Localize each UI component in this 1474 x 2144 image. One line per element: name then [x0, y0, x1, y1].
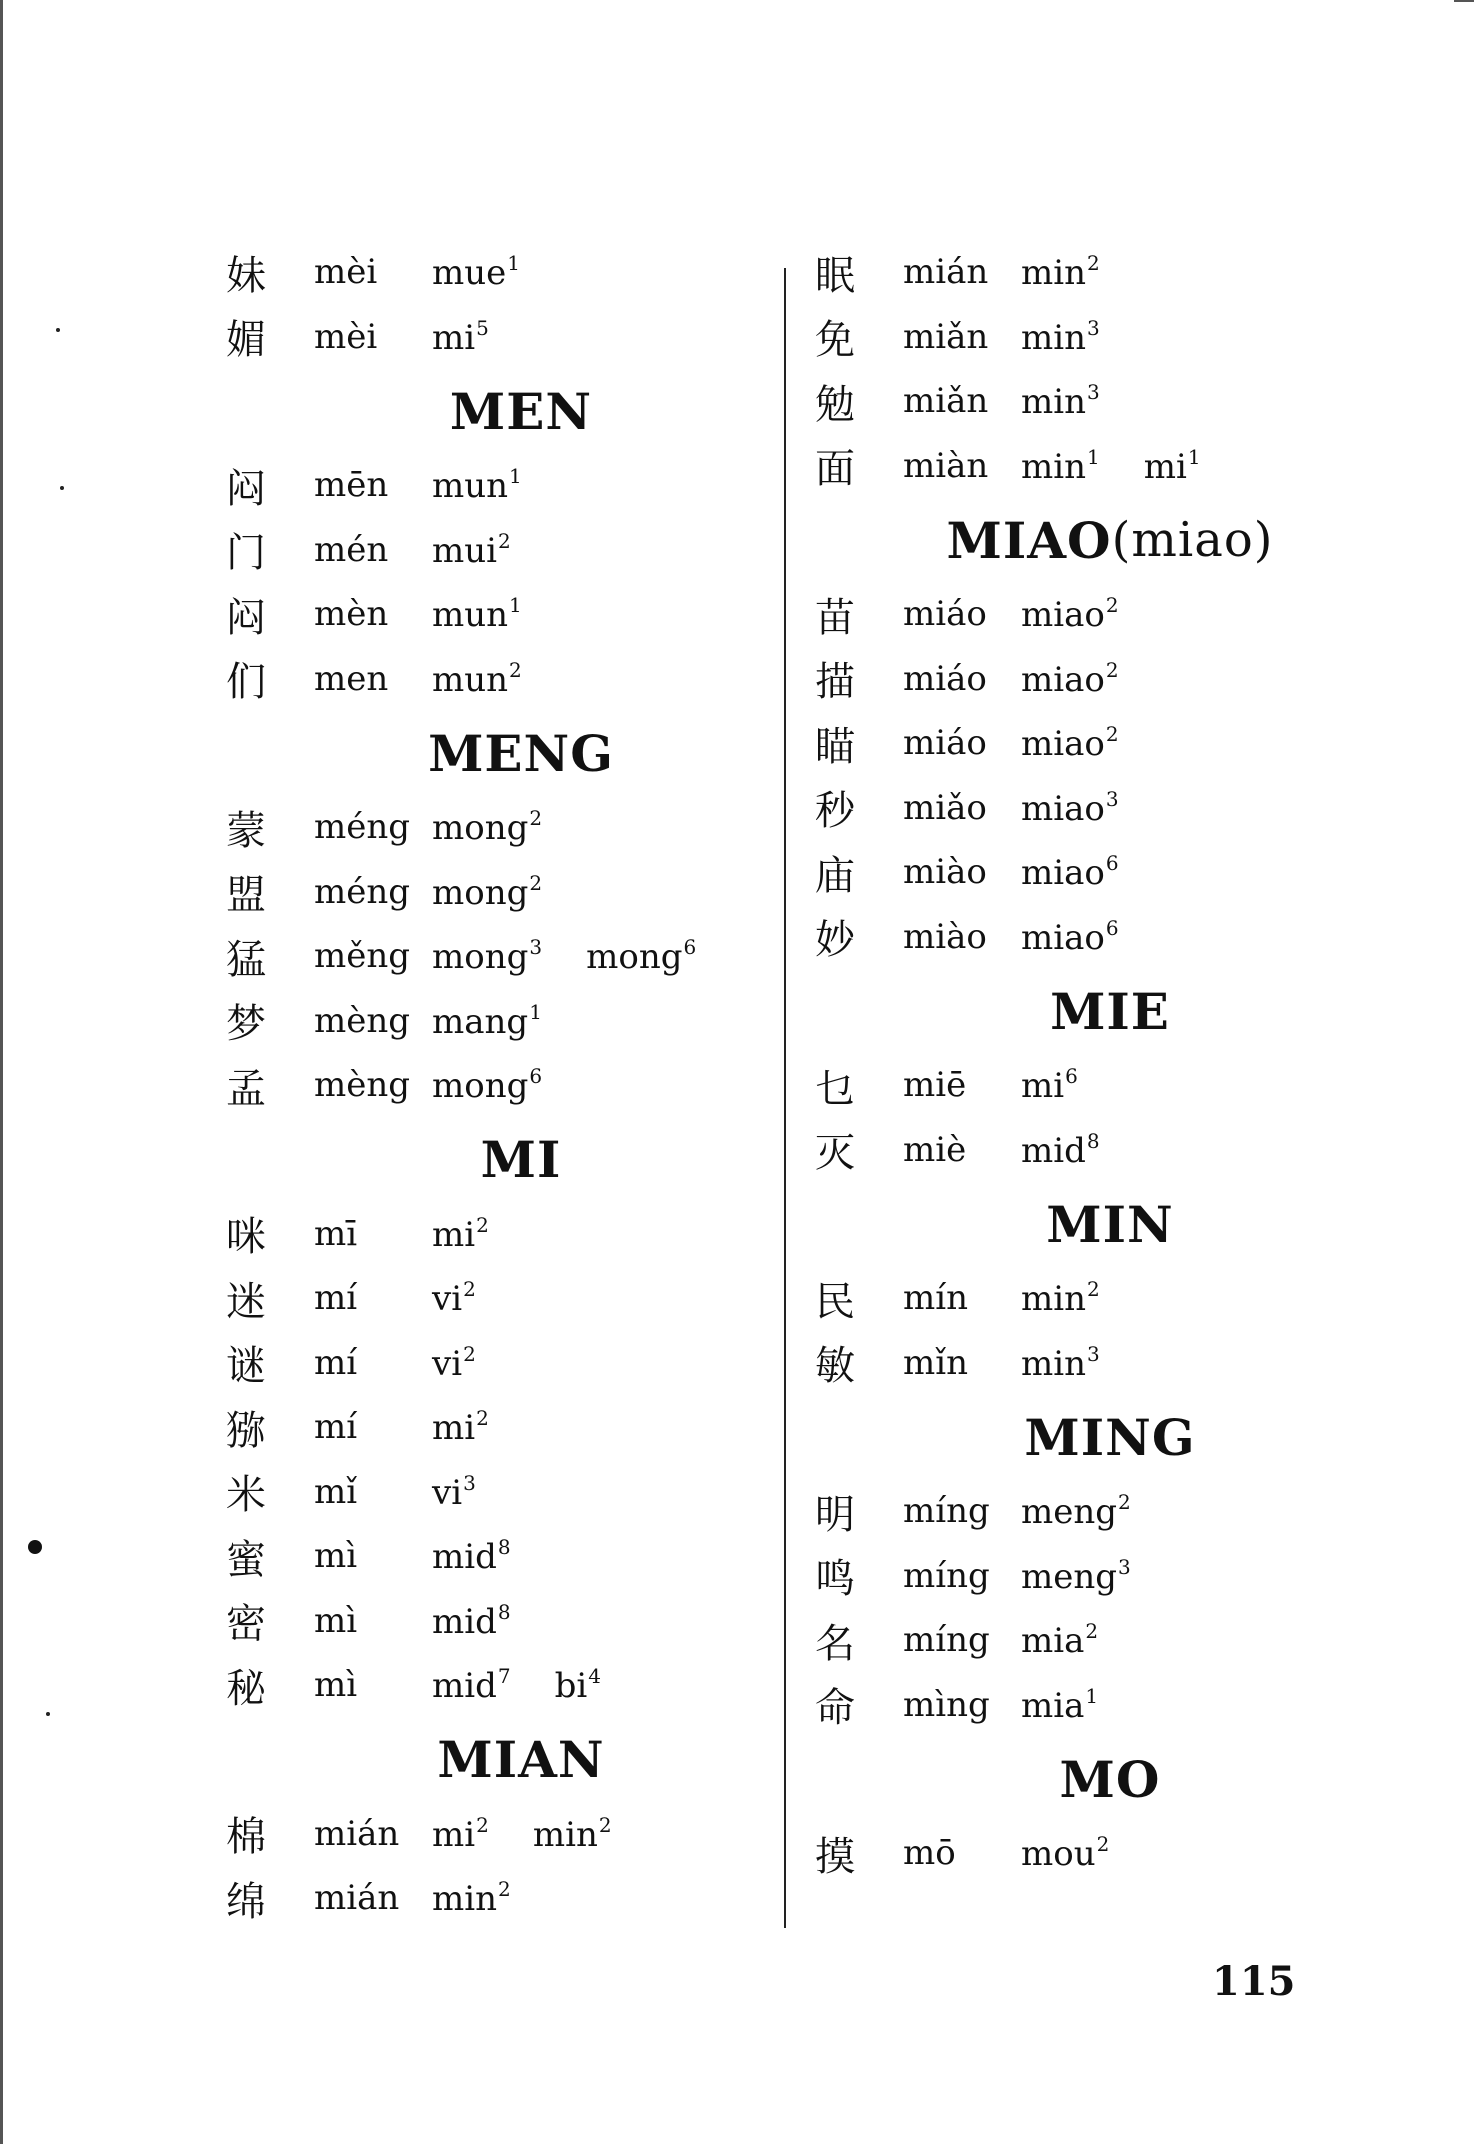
reading-tone: 5 — [476, 315, 489, 340]
reading-text: mia — [1021, 1685, 1085, 1726]
entry-pinyin: mèi — [314, 252, 378, 293]
entry-character: 猕 — [226, 1407, 266, 1454]
page-edge-left — [0, 0, 3, 2144]
entry-reading — [432, 1664, 511, 1706]
entry-character: 秘 — [226, 1665, 266, 1712]
reading-tone: 3 — [1118, 1554, 1131, 1579]
reading-text: mid — [432, 1537, 497, 1578]
page-edge-top — [1454, 0, 1474, 2]
entry-reading — [1021, 787, 1119, 829]
reading-tone: 8 — [497, 1599, 511, 1624]
reading-tone: 2 — [1096, 1832, 1110, 1857]
entry-pinyin: miáo — [903, 594, 987, 635]
reading-text: min — [1021, 382, 1087, 423]
reading-text: meng — [1021, 1492, 1118, 1533]
reading-tone: 1 — [1187, 444, 1201, 469]
reading-text: mi — [432, 1814, 476, 1855]
reading-text: bi — [554, 1666, 588, 1707]
entry-pinyin: miē — [903, 1065, 967, 1106]
entry-reading — [432, 593, 522, 635]
entry-reading — [1021, 1064, 1078, 1106]
entry-reading — [1021, 1832, 1109, 1874]
reading-tone: 2 — [476, 1212, 489, 1237]
section-heading — [815, 1182, 1375, 1266]
entry-pinyin: miè — [903, 1129, 967, 1170]
reading-text: miao — [1021, 853, 1105, 894]
reading-tone: 2 — [509, 657, 522, 682]
reading-tone: 1 — [509, 464, 522, 489]
entry-reading — [1021, 916, 1119, 958]
entry-pinyin: mī — [314, 1213, 358, 1254]
reading-tone: 1 — [529, 999, 542, 1024]
entry-reading — [1021, 1684, 1098, 1726]
reading-tone: 8 — [1086, 1128, 1100, 1153]
dictionary-entry — [815, 1266, 1375, 1331]
reading-text: mong — [432, 937, 529, 978]
dictionary-entry — [815, 1118, 1375, 1183]
reading-text: meng — [1021, 1556, 1118, 1597]
section-heading — [815, 1395, 1375, 1479]
entry-character: 瞄 — [815, 723, 855, 770]
dictionary-entry — [815, 1821, 1375, 1886]
entry-reading — [432, 871, 542, 913]
reading-tone: 2 — [529, 806, 543, 831]
dictionary-entry — [226, 1653, 786, 1718]
reading-text: min — [432, 1879, 498, 1920]
entry-reading — [1021, 1619, 1098, 1661]
entry-character: 门 — [226, 530, 266, 577]
entry-reading — [432, 1600, 511, 1642]
entry-reading — [432, 1406, 489, 1448]
section-heading — [226, 1118, 786, 1202]
entry-character: 民 — [815, 1278, 855, 1325]
reading-text: mang — [432, 1001, 529, 1042]
dictionary-entry — [226, 1202, 786, 1267]
reading-tone: 8 — [497, 1535, 511, 1560]
dictionary-entry — [815, 434, 1375, 499]
dictionary-entry — [815, 776, 1375, 841]
entry-character: 名 — [815, 1620, 855, 1667]
reading-text: mun — [432, 595, 509, 636]
entry-reading — [1021, 722, 1119, 764]
reading-tone: 3 — [529, 935, 543, 960]
entry-pinyin: měng — [314, 936, 411, 977]
reading-text: mi — [432, 1408, 476, 1449]
reading-tone: 1 — [507, 251, 520, 276]
dictionary-entry — [226, 453, 786, 518]
entry-character: 眠 — [815, 252, 855, 299]
entry-character: 鸣 — [815, 1556, 855, 1603]
reading-text: mia — [1021, 1621, 1085, 1662]
entry-character: 闷 — [226, 465, 266, 512]
entry-character: 梦 — [226, 1001, 266, 1048]
reading-text: mi — [432, 317, 476, 358]
entry-character: 描 — [815, 659, 855, 706]
entry-character: 敏 — [815, 1343, 855, 1390]
entry-character: 妙 — [815, 917, 855, 964]
reading-tone: 1 — [1087, 444, 1100, 469]
dictionary-entry — [226, 518, 786, 583]
reading-text: mi — [432, 1214, 476, 1255]
entry-character: 免 — [815, 317, 855, 364]
entry-reading — [1021, 1277, 1100, 1319]
heading-text: MEN — [449, 381, 593, 441]
entry-reading — [432, 806, 542, 848]
reading-text: mid — [1021, 1130, 1086, 1171]
reading-text: miao — [1021, 659, 1105, 700]
entry-pinyin: miàn — [903, 445, 989, 486]
entry-reading — [1021, 1342, 1100, 1384]
entry-reading — [1021, 593, 1119, 635]
reading-text: miao — [1021, 724, 1105, 765]
reading-text: miao — [1021, 595, 1105, 636]
reading-tone: 2 — [463, 1341, 476, 1366]
entry-reading — [432, 1277, 476, 1319]
reading-text: mui — [432, 530, 498, 571]
reading-tone: 3 — [463, 1470, 476, 1495]
dictionary-entry — [226, 989, 786, 1054]
dictionary-entry — [226, 1266, 786, 1331]
reading-text: min — [1021, 317, 1087, 358]
dictionary-entry — [815, 582, 1375, 647]
entry-character: 苗 — [815, 594, 855, 641]
reading-text: mong — [586, 937, 683, 978]
dictionary-entry — [815, 1331, 1375, 1396]
dictionary-entry — [226, 860, 786, 925]
dictionary-entry — [226, 1395, 786, 1460]
left-column — [226, 240, 786, 1931]
reading-tone: 3 — [1105, 786, 1119, 811]
entry-pinyin: mì — [314, 1536, 358, 1577]
reading-tone: 2 — [529, 870, 543, 895]
section-heading — [226, 1718, 786, 1802]
reading-tone: 6 — [1105, 915, 1119, 940]
entry-pinyin: mǐ — [314, 1471, 358, 1512]
entry-reading — [432, 464, 522, 506]
dictionary-entry — [815, 1608, 1375, 1673]
entry-reading — [1021, 445, 1100, 487]
entry-character: 们 — [226, 659, 266, 706]
dictionary-entry — [226, 1866, 786, 1931]
dictionary-entry — [226, 924, 786, 989]
entry-character: 乜 — [815, 1065, 855, 1112]
reading-tone: 2 — [498, 1877, 511, 1902]
reading-text: vi — [432, 1472, 463, 1513]
reading-tone: 2 — [1087, 1277, 1100, 1302]
heading-text: MIAN — [437, 1730, 605, 1789]
entry-pinyin: mèng — [314, 1000, 411, 1041]
entry-pinyin: mí — [314, 1407, 358, 1448]
dictionary-entry — [815, 840, 1375, 905]
entry-character: 庙 — [815, 852, 855, 899]
dictionary-entry — [226, 305, 786, 370]
heading-suffix: (miao) — [1111, 512, 1274, 568]
reading-text: mun — [432, 659, 509, 700]
entry-reading — [1021, 1129, 1100, 1171]
scan-speck — [60, 486, 64, 490]
reading-tone: 2 — [1085, 1619, 1099, 1644]
reading-text: mou — [1021, 1834, 1096, 1875]
entry-character: 米 — [226, 1472, 266, 1519]
dictionary-entry — [815, 240, 1375, 305]
reading-tone: 3 — [1087, 1341, 1100, 1366]
reading-text: min — [532, 1814, 598, 1855]
entry-pinyin: mì — [314, 1665, 358, 1706]
entry-reading — [555, 1664, 601, 1706]
entry-pinyin: mián — [314, 1813, 400, 1854]
entry-reading — [432, 1000, 542, 1042]
reading-tone: 2 — [1105, 593, 1119, 618]
entry-character: 明 — [815, 1491, 855, 1538]
reading-text: mid — [432, 1666, 497, 1707]
entry-reading — [432, 658, 522, 700]
reading-tone: 6 — [1065, 1064, 1078, 1089]
entry-character: 媚 — [226, 317, 266, 364]
entry-pinyin: míng — [903, 1491, 990, 1532]
entry-character: 猛 — [226, 936, 266, 983]
entry-reading — [586, 935, 696, 977]
reading-tone: 2 — [598, 1812, 612, 1837]
dictionary-entry — [815, 711, 1375, 776]
entry-pinyin: míng — [903, 1620, 990, 1661]
entry-character: 面 — [815, 446, 855, 493]
entry-pinyin: miào — [903, 916, 987, 957]
reading-text: vi — [432, 1279, 463, 1320]
entry-reading — [1021, 658, 1119, 700]
reading-text: min — [1021, 253, 1087, 294]
dictionary-entry — [226, 1589, 786, 1654]
reading-text: vi — [432, 1343, 463, 1384]
reading-text: mun — [432, 466, 509, 507]
entry-pinyin: mén — [314, 529, 389, 570]
entry-character: 密 — [226, 1601, 266, 1648]
entry-pinyin: mín — [903, 1278, 969, 1319]
reading-tone: 6 — [683, 935, 697, 960]
entry-character: 谜 — [226, 1343, 266, 1390]
entry-reading — [432, 1877, 511, 1919]
entry-reading — [432, 316, 489, 358]
reading-text: min — [1021, 1279, 1087, 1320]
entry-reading — [432, 1813, 489, 1855]
entry-pinyin: mèng — [314, 1065, 411, 1106]
entry-pinyin: mián — [314, 1878, 400, 1919]
column-divider — [784, 268, 786, 1928]
dictionary-entry — [226, 1460, 786, 1525]
reading-text: mong — [432, 1066, 529, 1107]
reading-text: mong — [432, 808, 529, 849]
reading-text: miao — [1021, 917, 1105, 958]
heading-text: MIN — [1046, 1194, 1174, 1254]
page-number: 115 — [1212, 1958, 1296, 2005]
right-column — [815, 240, 1375, 1886]
entry-reading — [432, 251, 520, 293]
entry-pinyin: mìng — [903, 1684, 990, 1725]
entry-pinyin: mèi — [314, 316, 378, 357]
entry-character: 命 — [815, 1685, 855, 1732]
entry-character: 摸 — [815, 1833, 855, 1880]
reading-tone: 2 — [1105, 657, 1119, 682]
section-heading — [815, 969, 1375, 1053]
entry-character: 咪 — [226, 1214, 266, 1261]
dictionary-entry — [815, 905, 1375, 970]
dictionary-entry — [815, 1544, 1375, 1609]
heading-text: MI — [480, 1130, 562, 1189]
entry-character: 孟 — [226, 1065, 266, 1112]
reading-tone: 2 — [498, 528, 511, 553]
reading-tone: 2 — [476, 1812, 489, 1837]
reading-text: miao — [1021, 788, 1105, 829]
scan-speck — [56, 328, 60, 332]
reading-tone: 2 — [1118, 1490, 1131, 1515]
entry-reading — [1021, 1490, 1131, 1532]
reading-tone: 3 — [1087, 380, 1100, 405]
entry-pinyin: mí — [314, 1342, 358, 1383]
reading-text: mid — [432, 1601, 497, 1642]
dictionary-entry — [226, 1524, 786, 1589]
entry-pinyin: mèn — [314, 594, 389, 635]
dictionary-entry — [226, 1053, 786, 1118]
entry-pinyin: mēn — [314, 465, 389, 506]
heading-text: MIAO — [946, 510, 1112, 570]
dictionary-entry — [815, 1673, 1375, 1738]
reading-tone: 3 — [1087, 315, 1100, 340]
dictionary-entry — [815, 369, 1375, 434]
entry-reading — [432, 1535, 511, 1577]
reading-text: mi — [1021, 1066, 1065, 1107]
entry-pinyin: miào — [903, 852, 987, 893]
section-heading — [815, 1737, 1375, 1821]
entry-reading — [432, 1064, 542, 1106]
reading-tone: 1 — [509, 593, 522, 618]
entry-reading — [533, 1813, 612, 1855]
reading-text: mi — [1143, 446, 1187, 487]
section-heading — [815, 498, 1375, 582]
entry-reading — [432, 935, 542, 977]
entry-character: 妹 — [226, 252, 266, 299]
reading-tone: 6 — [1105, 851, 1119, 876]
heading-text: MIE — [1050, 981, 1170, 1041]
dictionary-entry — [226, 647, 786, 712]
heading-text: MENG — [428, 723, 614, 783]
entry-pinyin: mián — [903, 252, 989, 293]
dictionary-entry — [815, 1479, 1375, 1544]
reading-tone: 4 — [588, 1664, 601, 1689]
entry-pinyin: méng — [314, 807, 411, 848]
entry-pinyin: mí — [314, 1278, 358, 1319]
entry-character: 蜜 — [226, 1536, 266, 1583]
entry-pinyin: miǎn — [903, 381, 989, 422]
dictionary-entry — [226, 1802, 786, 1867]
entry-reading — [1021, 251, 1100, 293]
reading-text: min — [1021, 1343, 1087, 1384]
scan-dot — [28, 1540, 42, 1554]
reading-tone: 2 — [1087, 251, 1100, 276]
entry-reading — [432, 529, 511, 571]
entry-reading — [432, 1213, 489, 1255]
reading-tone: 6 — [529, 1064, 543, 1089]
entry-reading — [432, 1471, 476, 1513]
reading-text: mong — [432, 872, 529, 913]
entry-reading — [1144, 445, 1201, 487]
entry-reading — [1021, 316, 1100, 358]
dictionary-entry — [226, 582, 786, 647]
reading-tone: 1 — [1085, 1683, 1099, 1708]
scan-speck — [46, 1712, 50, 1716]
dictionary-entry — [815, 305, 1375, 370]
entry-pinyin: míng — [903, 1555, 990, 1596]
entry-reading — [1021, 380, 1100, 422]
entry-pinyin: mì — [314, 1600, 358, 1641]
reading-text: mue — [432, 253, 507, 294]
entry-character: 盟 — [226, 872, 266, 919]
entry-pinyin: mō — [903, 1833, 956, 1874]
entry-pinyin: méng — [314, 871, 411, 912]
section-heading — [226, 711, 786, 795]
entry-character: 灭 — [815, 1130, 855, 1177]
entry-pinyin: miǎo — [903, 787, 987, 828]
reading-tone: 2 — [463, 1277, 476, 1302]
reading-tone: 7 — [497, 1664, 511, 1689]
entry-character: 蒙 — [226, 807, 266, 854]
heading-text: MO — [1059, 1749, 1161, 1809]
entry-reading — [1021, 1555, 1131, 1597]
section-heading — [226, 369, 786, 453]
entry-pinyin: mǐn — [903, 1342, 969, 1383]
reading-tone: 2 — [476, 1406, 489, 1431]
entry-reading — [1021, 851, 1119, 893]
dictionary-entry — [226, 795, 786, 860]
dictionary-entry — [226, 1331, 786, 1396]
entry-pinyin: miáo — [903, 723, 987, 764]
heading-text: MING — [1024, 1407, 1196, 1467]
entry-character: 勉 — [815, 381, 855, 428]
entry-character: 迷 — [226, 1278, 266, 1325]
entry-character: 秒 — [815, 788, 855, 835]
reading-text: min — [1021, 446, 1087, 487]
dictionary-entry — [226, 240, 786, 305]
dictionary-entry — [815, 647, 1375, 712]
entry-pinyin: miáo — [903, 658, 987, 699]
entry-reading — [432, 1342, 476, 1384]
entry-pinyin: men — [314, 658, 389, 699]
entry-character: 闷 — [226, 594, 266, 641]
reading-tone: 2 — [1105, 722, 1119, 747]
entry-character: 绵 — [226, 1878, 266, 1925]
dictionary-entry — [815, 1053, 1375, 1118]
entry-character: 棉 — [226, 1814, 266, 1861]
entry-pinyin: miǎn — [903, 316, 989, 357]
